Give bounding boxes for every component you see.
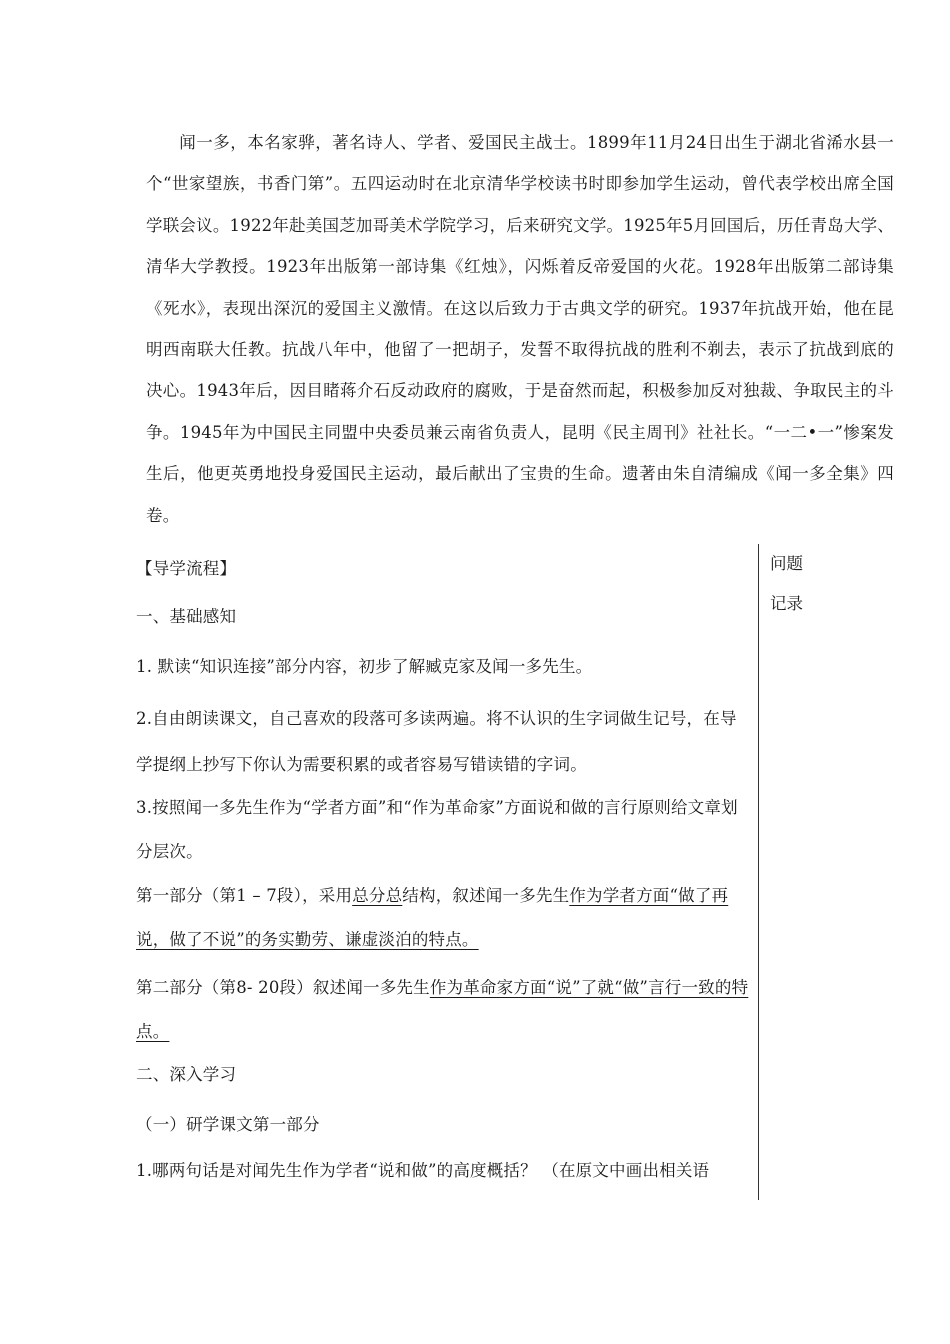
part1-mid: 结构，叙述闻一多先生 [402, 886, 570, 905]
notes-column [770, 544, 803, 624]
section-deep: 二、深入学习 [136, 1065, 237, 1084]
notes-label-record: 记录 [770, 594, 803, 613]
part1-summary: 作为学者方面“做了再说，做了不说”的务实勤劳、谦虚淡泊的特点。 [136, 886, 729, 949]
part-1 [136, 874, 752, 962]
guide-heading: 【导学流程】 [136, 559, 237, 578]
intro-paragraph [146, 122, 894, 536]
question-1: 1.哪两句话是对闻先生作为学者“说和做”的高度概括？ （在原文中画出相关语 [136, 1161, 710, 1180]
part-2 [136, 966, 752, 1054]
item-3: 3.按照闻一多先生作为“学者方面”和“作为革命家”方面说和做的言行原则给文章划分层次。 [136, 798, 738, 861]
column-divider [758, 544, 759, 1200]
part1-structure: 总分总 [352, 886, 403, 905]
intro-text: 闻一多，本名家骅，著名诗人、学者、爱国民主战士。1899年11月24日出生于湖北省浠水县一个“世家望族，书香门第”。五四运动时在北京清华学校读书时即参加学生运动，曾代表学校出席全国学联会议。1922年赴美国芝加哥美术学院学习，后来研究文学。1925年5月回国后，历任青岛大学、清华大学教授。1923年出版第一部诗集《红烛》，闪烁着反帝爱国的火花。1928年出版第二部诗集《死水》，表现出深沉的爱国主义激情。在这以后致力于古典文学的研究。1937年抗战开始，他在昆明西南联大任教。抗战八年中，他留了一把胡子，发誓不取得抗战的胜利不剃去，表示了抗战到底的决心。1943年后，因目睹蒋介石反动政府的腐败，于是奋然而起，积极参加反对独裁、争取民主的斗争。1945年为中国民主同盟中央委员兼云南省负责人，昆明《民主周刊》社社长。“一二•一”惨案发生后，他更英勇地投身爱国民主运动，最后献出了宝贵的生命。遗著由朱自清编成《闻一多全集》四卷。 [146, 133, 894, 525]
part2-prefix: 第二部分（第8- 20段）叙述闻一多先生 [136, 978, 430, 997]
subsection-part1: （一）研学课文第一部分 [136, 1115, 320, 1134]
item-2: 2.自由朗读课文，自己喜欢的段落可多读两遍。将不认识的生字词做生记号，在导学提纲上抄写下你认为需要积累的或者容易写错读错的字词。 [136, 709, 737, 774]
item-1: 1. 默读“知识连接”部分内容，初步了解臧克家及闻一多先生。 [136, 657, 593, 676]
section-basic: 一、基础感知 [136, 607, 237, 626]
part1-prefix: 第一部分（第1 – 7段），采用 [136, 886, 353, 905]
part2-summary: 作为革命家方面“说”了就“做”言行一致的特点。 [136, 978, 749, 1041]
notes-label-question: 问题 [770, 554, 803, 573]
